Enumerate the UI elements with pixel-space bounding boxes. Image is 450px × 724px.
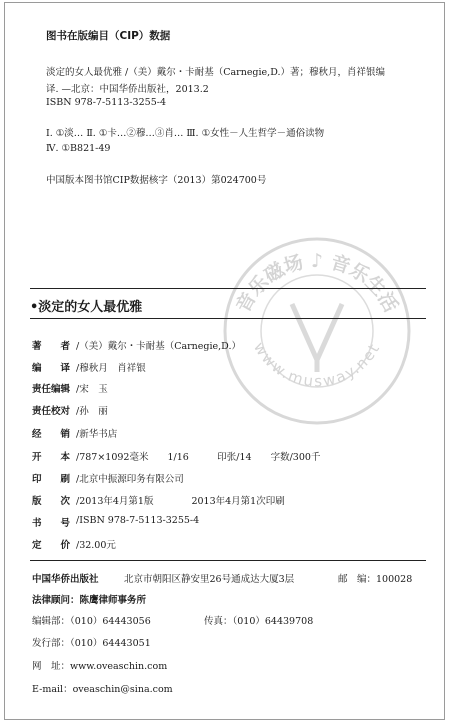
v-logo-icon <box>292 304 342 372</box>
cip-heading: 图书在版编目（CIP）数据 <box>46 30 171 42</box>
publisher-address: 北京市朝阳区静安里26号通成达大厦3层 <box>124 574 295 585</box>
book-row-value: /32.00元 <box>76 540 116 551</box>
book-row-label: 定 价 <box>32 540 71 551</box>
book-row-label: 印 刷 <box>32 474 71 485</box>
bottom-rule <box>30 560 426 561</box>
cip-line-6: 中国版本图书馆CIP数据核字（2013）第024700号 <box>46 175 267 186</box>
book-row-value: /2013年4月第1版 2013年4月第1次印刷 <box>76 496 285 507</box>
book-row-label: 书 号 <box>32 518 71 529</box>
book-row-label: 著 者 <box>32 341 71 352</box>
book-row-value: /穆秋月 肖祥银 <box>76 363 146 374</box>
book-row-label: 编 译 <box>32 363 71 374</box>
book-row-value: /787×1092毫米 1/16 印张/14 字数/300千 <box>76 452 321 463</box>
book-row-value: /宋 玉 <box>76 384 108 395</box>
book-row-label: 版 次 <box>32 496 71 507</box>
cip-line-1: 淡定的女人最优雅 /（美）戴尔・卡耐基（Carnegie,D.）著；穆秋月，肖祥银编 <box>46 67 385 78</box>
cip-line-5: Ⅳ. ①B821-49 <box>46 143 111 154</box>
sales-phone: 发行部：（010）64443051 <box>32 638 151 649</box>
book-row-value: /新华书店 <box>76 429 118 440</box>
publisher-postcode: 邮 编：100028 <box>338 574 413 585</box>
book-title: •淡定的女人最优雅 <box>30 300 143 315</box>
book-row-value: /ISBN 978-7-5113-3255-4 <box>76 515 200 526</box>
fax-number: 传真：（010）64439708 <box>204 616 314 627</box>
cip-line-3: ISBN 978-7-5113-3255-4 <box>46 97 166 108</box>
editorial-phone: 编辑部：（010）64443056 <box>32 616 151 627</box>
cip-line-2: 译. —北京：中国华侨出版社，2013.2 <box>46 84 209 95</box>
music-stamp-watermark <box>218 232 416 430</box>
book-row-value: /孙 丽 <box>76 406 108 417</box>
top-rule <box>30 288 426 289</box>
email-link[interactable]: E-mail：oveaschin@sina.com <box>32 684 173 695</box>
stamp-url: www.musway.net <box>249 339 384 391</box>
book-row-value: /北京中振源印务有限公司 <box>76 474 184 485</box>
website-link[interactable]: 网 址：www.oveaschin.com <box>32 661 168 672</box>
stamp-text: 音乐磁场 ♪ 音乐生活 <box>232 250 402 317</box>
book-row-label: 开 本 <box>32 452 71 463</box>
book-row-label: 责任校对 <box>32 406 71 417</box>
book-row-value: /（美）戴尔・卡耐基（Carnegie,D.） <box>76 341 241 352</box>
cip-line-4: Ⅰ. ①淡… Ⅱ. ①卡…②穆…③肖… Ⅲ. ①女性－人生哲学－通俗读物 <box>46 128 325 139</box>
publisher-name: 中国华侨出版社 <box>32 574 99 585</box>
legal-counsel: 法律顾问：陈鹰律师事务所 <box>32 595 147 606</box>
book-row-label: 经 销 <box>32 429 71 440</box>
title-rule <box>30 318 426 319</box>
book-row-label: 责任编辑 <box>32 384 71 395</box>
